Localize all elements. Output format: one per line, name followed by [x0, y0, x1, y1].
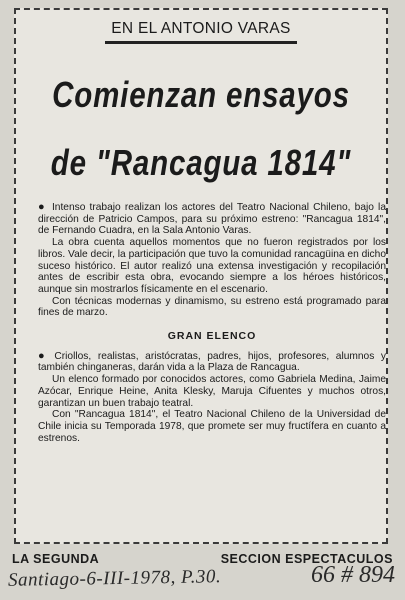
kicker-wrap	[16, 20, 386, 44]
footer-source: LA SEGUNDA	[12, 552, 100, 566]
paragraph	[38, 202, 386, 237]
paragraph: Un elenco formado por conocidos actores, como Gabriela Medina, Jaime Azócar, Enrique Heine, Anita Klesky, Maruja Cifuentes y muchos otros, garantizan un buen trabajo teatral.	[38, 374, 386, 409]
kicker: EN EL ANTONIO VARAS	[105, 20, 296, 44]
paragraph	[38, 351, 386, 374]
section-title: GRAN ELENCO	[167, 330, 257, 343]
handwritten-date-note: Santiago-6-III-1978, P.30.	[7, 566, 222, 591]
newspaper-clipping	[14, 8, 388, 544]
bullet-icon: ●	[38, 201, 46, 213]
handwritten-catalog-number: 66 # 894	[311, 562, 395, 588]
paragraph: Con técnicas modernas y dinamismo, su estreno está programado para fines de marzo.	[38, 295, 386, 319]
article-body	[38, 202, 386, 444]
footer-section: SECCION ESPECTACULOS	[220, 552, 393, 566]
headline-line-2: de "Rancagua 1814"	[50, 142, 352, 183]
paragraph: Con "Rancagua 1814", el Teatro Nacional Chileno de la Universidad de Chile inicia su Temporada 1978, que promete ser muy fructífera en cuanto a estrenos.	[38, 409, 386, 444]
paragraph-text: Intenso trabajo realizan los actores del Teatro Nacional Chileno, bajo la dirección de Patricio Campos, para su próximo estreno: "Rancagua 1814", de Fernando Cuadra, en la Sala Antonio Varas.	[38, 202, 386, 237]
paragraph: La obra cuenta aquellos momentos que no fueron registrados por los libros. Vale decir, la participación que tuvo la comunidad rancagüina en dicho suceso histórico. El autor realizó una extensa investigación y recopilación antes de escribir esta obra, evocando siempre a los héroes históricos, aunque sin mostrarlos físicamente en el escenario.	[38, 237, 386, 295]
paragraph-text: Criollos, realistas, aristócratas, padres, hijos, profesores, alumnos y también chinganeras, darán vida a la Plaza de Rancagua.	[38, 350, 386, 374]
headline-line-1: Comienzan ensayos	[52, 74, 350, 115]
bullet-icon: ●	[38, 349, 49, 362]
